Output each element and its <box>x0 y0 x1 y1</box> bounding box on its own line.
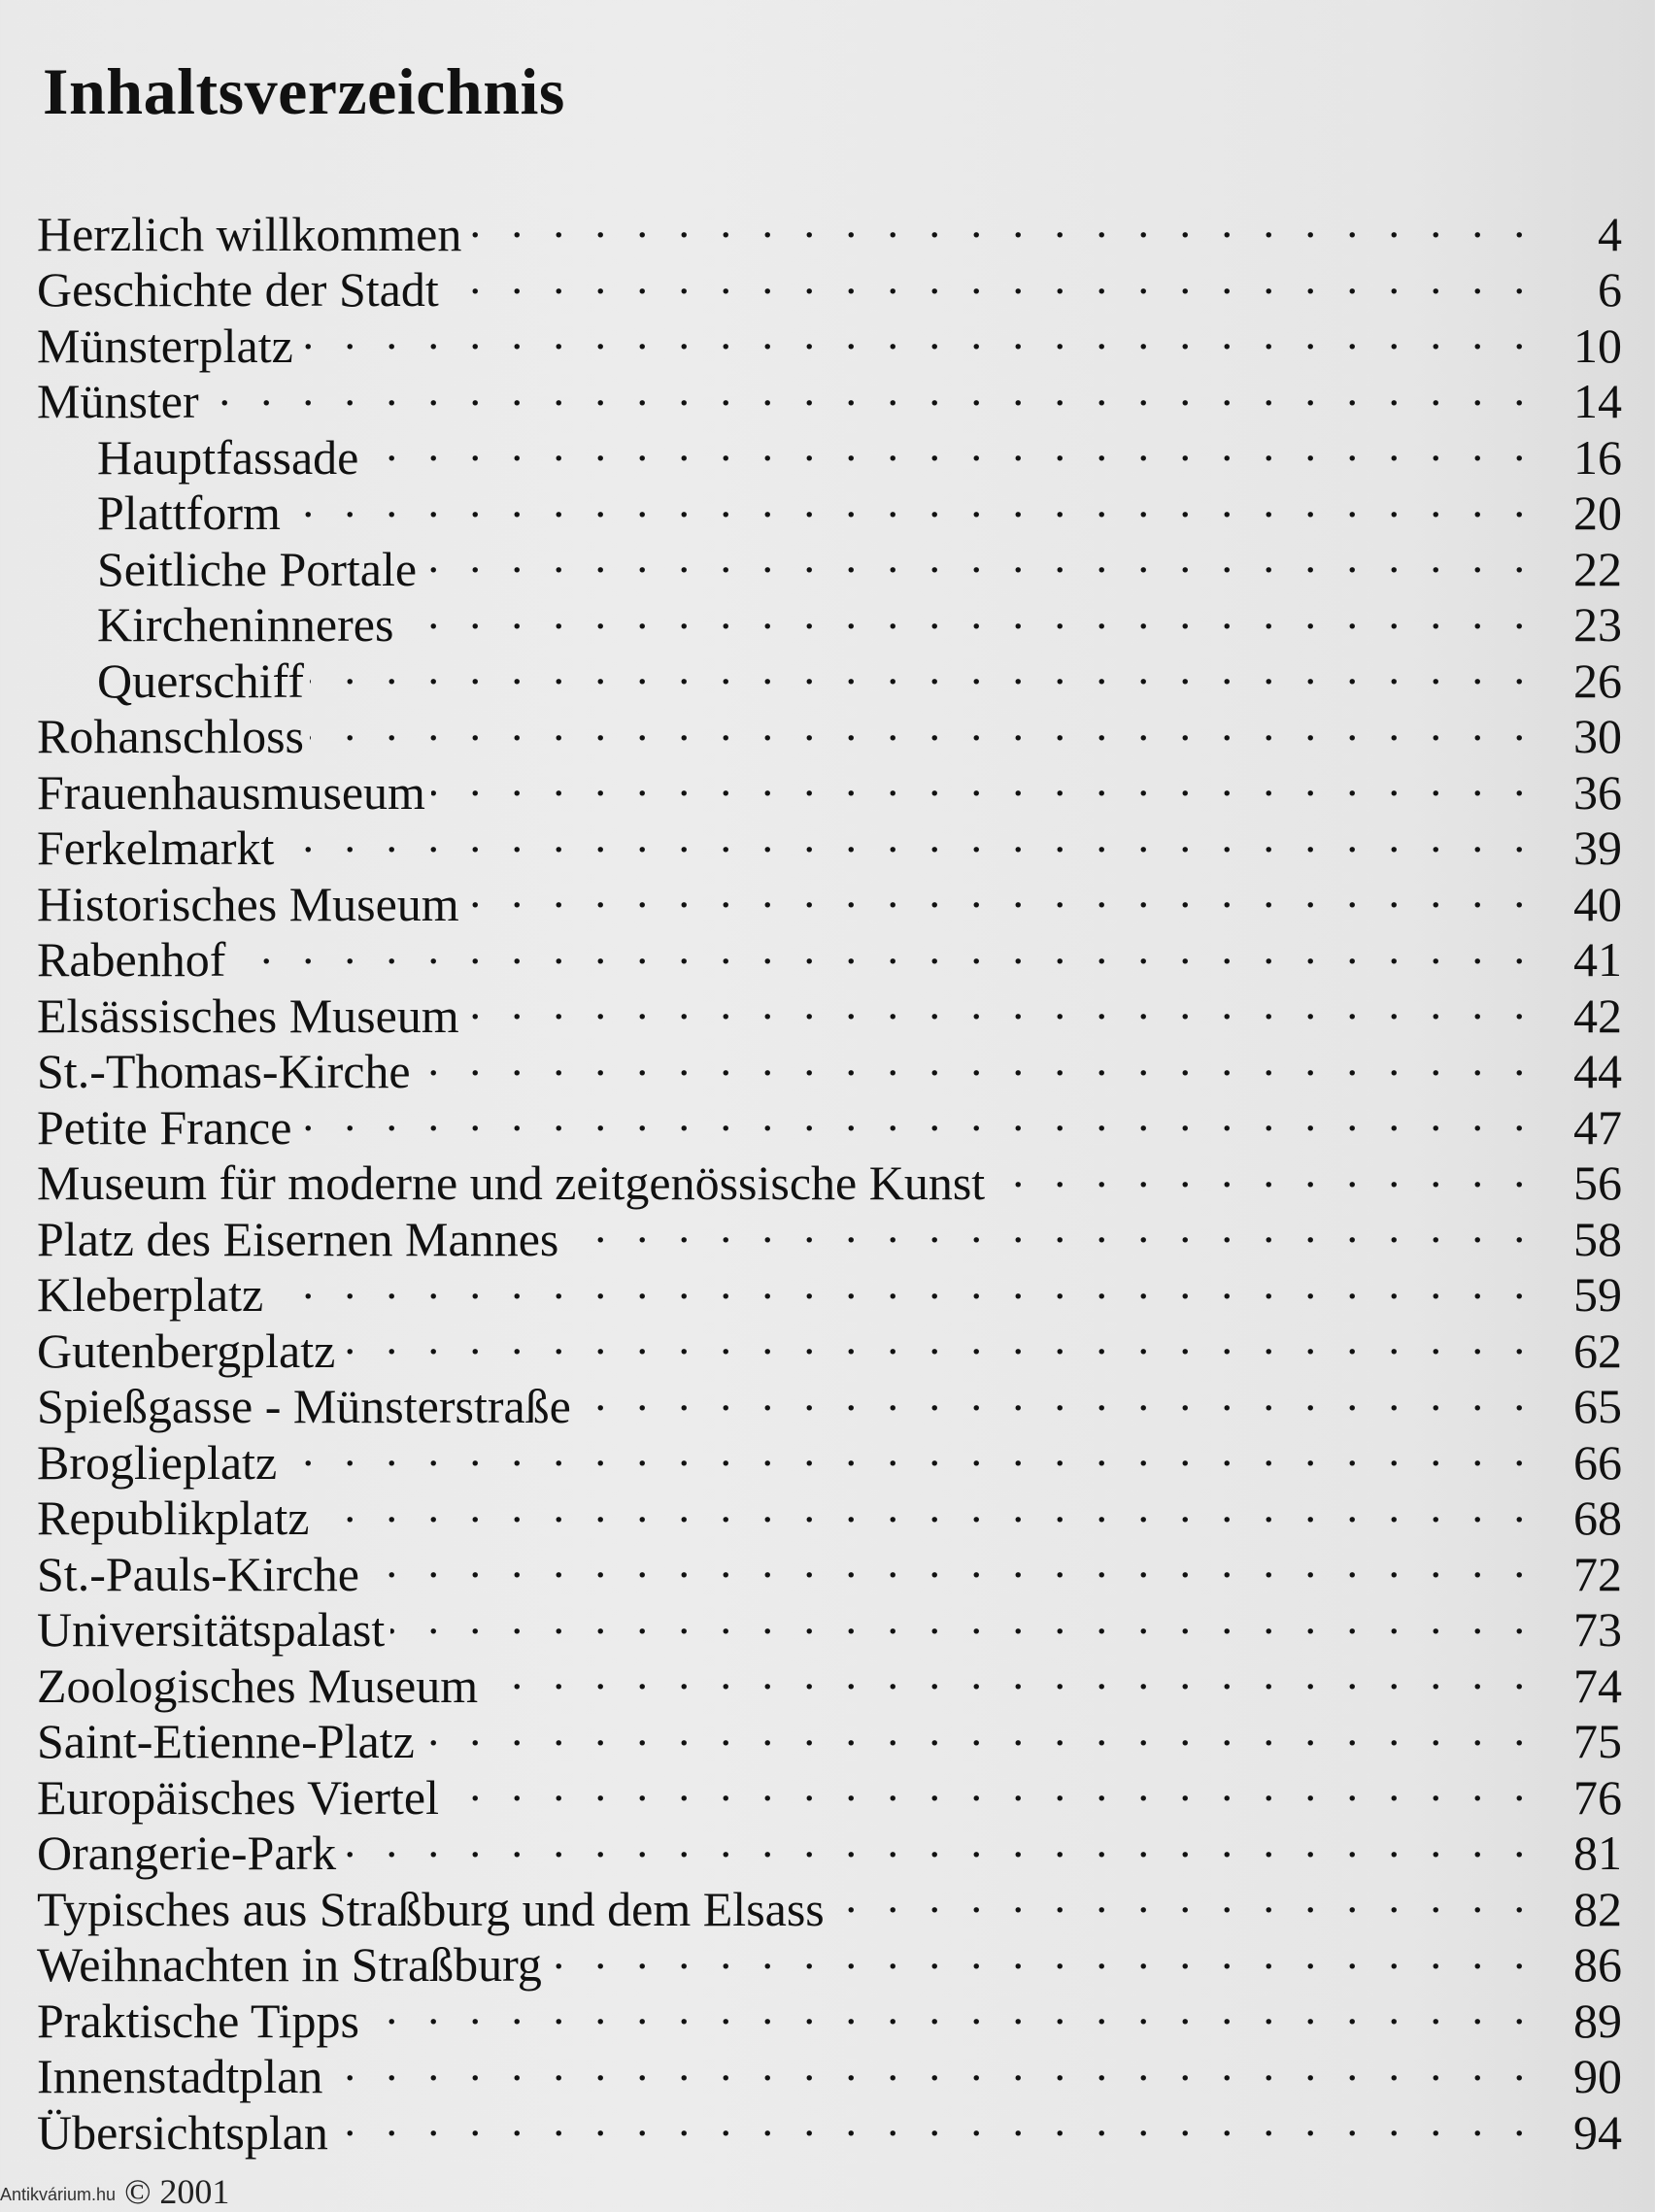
toc-entry-label: Innenstadtplan <box>37 2049 323 2103</box>
toc-page-number: 90 <box>1573 2049 1622 2103</box>
toc-entry-label: Kleberplatz <box>37 1267 264 1322</box>
dot-leader <box>342 1814 1535 1870</box>
toc-page-number: 82 <box>1573 1881 1622 1936</box>
toc-entry <box>37 1256 1622 1322</box>
toc-page-number: 40 <box>1573 876 1622 931</box>
dot-leader <box>280 809 1535 865</box>
toc-entry-label: Historisches Museum <box>37 876 459 931</box>
page-title: Inhaltsverzeichnis <box>43 54 565 128</box>
toc-page-number: 89 <box>1573 1993 1622 2048</box>
toc-entry-label: St.-Pauls-Kirche <box>37 1546 359 1601</box>
toc-page-number: 94 <box>1573 2104 1622 2160</box>
toc-entry-label: Museum für moderne und zeitgenössische Kunst <box>37 1156 986 1210</box>
dot-leader <box>364 418 1535 474</box>
toc-page-number: 14 <box>1573 374 1622 428</box>
toc-entry-label: Universitätspalast <box>37 1602 386 1657</box>
copyright-text: © 2001 <box>124 2172 230 2211</box>
toc-page-number: 20 <box>1573 486 1622 540</box>
toc-entry-label: Seitliche Portale <box>97 541 418 596</box>
dot-leader <box>390 1591 1535 1647</box>
toc-entry-label: Zoologisches Museum <box>37 1658 479 1713</box>
toc-entry-label: Ferkelmarkt <box>37 821 275 875</box>
toc-page-number: 66 <box>1573 1434 1622 1490</box>
toc-page-number: 47 <box>1573 1099 1622 1155</box>
toc-page-number: 76 <box>1573 1769 1622 1825</box>
toc-entry-label: Münsterplatz <box>37 318 293 373</box>
dot-leader <box>299 306 1535 362</box>
toc-entry-label: Geschichte der Stadt <box>37 262 439 317</box>
dot-leader <box>283 1423 1535 1479</box>
toc-entry-label: Herzlich willkommen <box>37 206 462 261</box>
toc-page-number: 59 <box>1573 1267 1622 1322</box>
toc-entry-label: Elsässisches Museum <box>37 988 459 1043</box>
dot-leader <box>991 1144 1535 1200</box>
toc-page-number: 26 <box>1573 653 1622 708</box>
toc-page-number: 75 <box>1573 1714 1622 1768</box>
dot-leader <box>310 697 1535 754</box>
toc-page-number: 39 <box>1573 821 1622 875</box>
toc-entry-label: Plattform <box>97 486 281 540</box>
toc-entry <box>37 1311 1622 1378</box>
toc-entry-label: Europäisches Viertel <box>37 1769 439 1825</box>
toc-page-number: 10 <box>1573 318 1622 373</box>
toc-page-number: 30 <box>1573 709 1622 763</box>
toc-entry-label: St.-Thomas-Kirche <box>37 1044 411 1098</box>
dot-leader <box>231 921 1535 977</box>
toc-entry-label: Spießgasse - Münsterstraße <box>37 1379 571 1433</box>
dot-leader <box>205 362 1535 419</box>
toc-entry-label: Münster <box>37 374 199 428</box>
toc-page-number: 74 <box>1573 1658 1622 1713</box>
toc-page-number: 42 <box>1573 988 1622 1043</box>
toc-entry <box>37 194 1622 261</box>
toc-entry <box>37 921 1622 987</box>
dot-leader <box>484 1646 1535 1702</box>
toc-page-number: 62 <box>1573 1323 1622 1378</box>
watermark-logo: Antikvárium.hu <box>0 2185 117 2205</box>
toc-subentry <box>37 418 1622 485</box>
dot-leader <box>830 1869 1535 1926</box>
toc-page-number: 58 <box>1573 1211 1622 1266</box>
dot-leader <box>431 753 1535 809</box>
dot-leader <box>287 474 1535 530</box>
toc-page-number: 86 <box>1573 1937 1622 1992</box>
dot-leader <box>467 194 1535 251</box>
toc-entry-label: Frauenhausmuseum <box>37 764 425 820</box>
dot-leader <box>564 1199 1535 1256</box>
dot-leader <box>417 1032 1535 1089</box>
toc-entry-label: Querschiff <box>97 653 304 708</box>
toc-entry-label: Platz des Eisernen Mannes <box>37 1211 559 1266</box>
dot-leader <box>445 1758 1535 1814</box>
toc-page-number: 16 <box>1573 429 1622 485</box>
dot-leader <box>365 1534 1535 1591</box>
toc-entry-label: Saint-Etienne-Platz <box>37 1714 415 1768</box>
toc-page-number: 36 <box>1573 764 1622 820</box>
dot-leader <box>445 251 1535 307</box>
toc-entry-label: Republikplatz <box>37 1491 310 1545</box>
toc-page-number: 4 <box>1598 206 1622 261</box>
toc-page-number: 73 <box>1573 1602 1622 1657</box>
dot-leader <box>310 641 1535 697</box>
dot-leader <box>465 976 1535 1032</box>
toc-page-number: 65 <box>1573 1379 1622 1433</box>
toc-page-number: 23 <box>1573 597 1622 652</box>
toc-page-number: 81 <box>1573 1826 1622 1880</box>
toc-page-number: 22 <box>1573 541 1622 596</box>
dot-leader <box>577 1367 1535 1424</box>
dot-leader <box>548 1926 1535 1982</box>
toc-entry-label: Petite France <box>37 1099 292 1155</box>
toc-entry-label: Gutenbergplatz <box>37 1323 336 1378</box>
dot-leader <box>399 586 1535 642</box>
toc-entry-label: Broglieplatz <box>37 1434 278 1490</box>
dot-leader <box>316 1479 1536 1535</box>
toc-entry-label: Typisches aus Straßburg und dem Elsass <box>37 1881 825 1936</box>
toc-entry-label: Orangerie-Park <box>37 1826 337 1880</box>
toc-page-number: 44 <box>1573 1044 1622 1098</box>
dot-leader <box>422 529 1535 586</box>
dot-leader <box>341 1311 1535 1367</box>
toc-entry-label: Kircheninneres <box>97 597 394 652</box>
toc-entry-label: Weihnachten in Straßburg <box>37 1937 542 1992</box>
dot-leader <box>328 2037 1535 2094</box>
toc-entry <box>37 362 1622 428</box>
toc-page-number: 68 <box>1573 1491 1622 1545</box>
toc-entry-label: Übersichtsplan <box>37 2104 328 2160</box>
toc-page-number: 56 <box>1573 1156 1622 1210</box>
dot-leader <box>297 1088 1535 1144</box>
toc-entry-label: Rohanschloss <box>37 709 304 763</box>
toc-entry <box>37 976 1622 1043</box>
toc-entry-label: Rabenhof <box>37 932 226 987</box>
dot-leader <box>334 2093 1535 2149</box>
toc-page-number: 41 <box>1573 932 1622 987</box>
toc-page-number: 6 <box>1598 262 1622 317</box>
dot-leader <box>365 1981 1535 2037</box>
dot-leader <box>465 864 1535 921</box>
toc-page-number: 72 <box>1573 1546 1622 1601</box>
toc-entry-label: Hauptfassade <box>97 429 359 485</box>
dot-leader <box>269 1256 1535 1312</box>
dot-leader <box>421 1702 1535 1759</box>
toc-entry-label: Praktische Tipps <box>37 1993 360 2048</box>
table-of-contents <box>37 194 1622 2160</box>
